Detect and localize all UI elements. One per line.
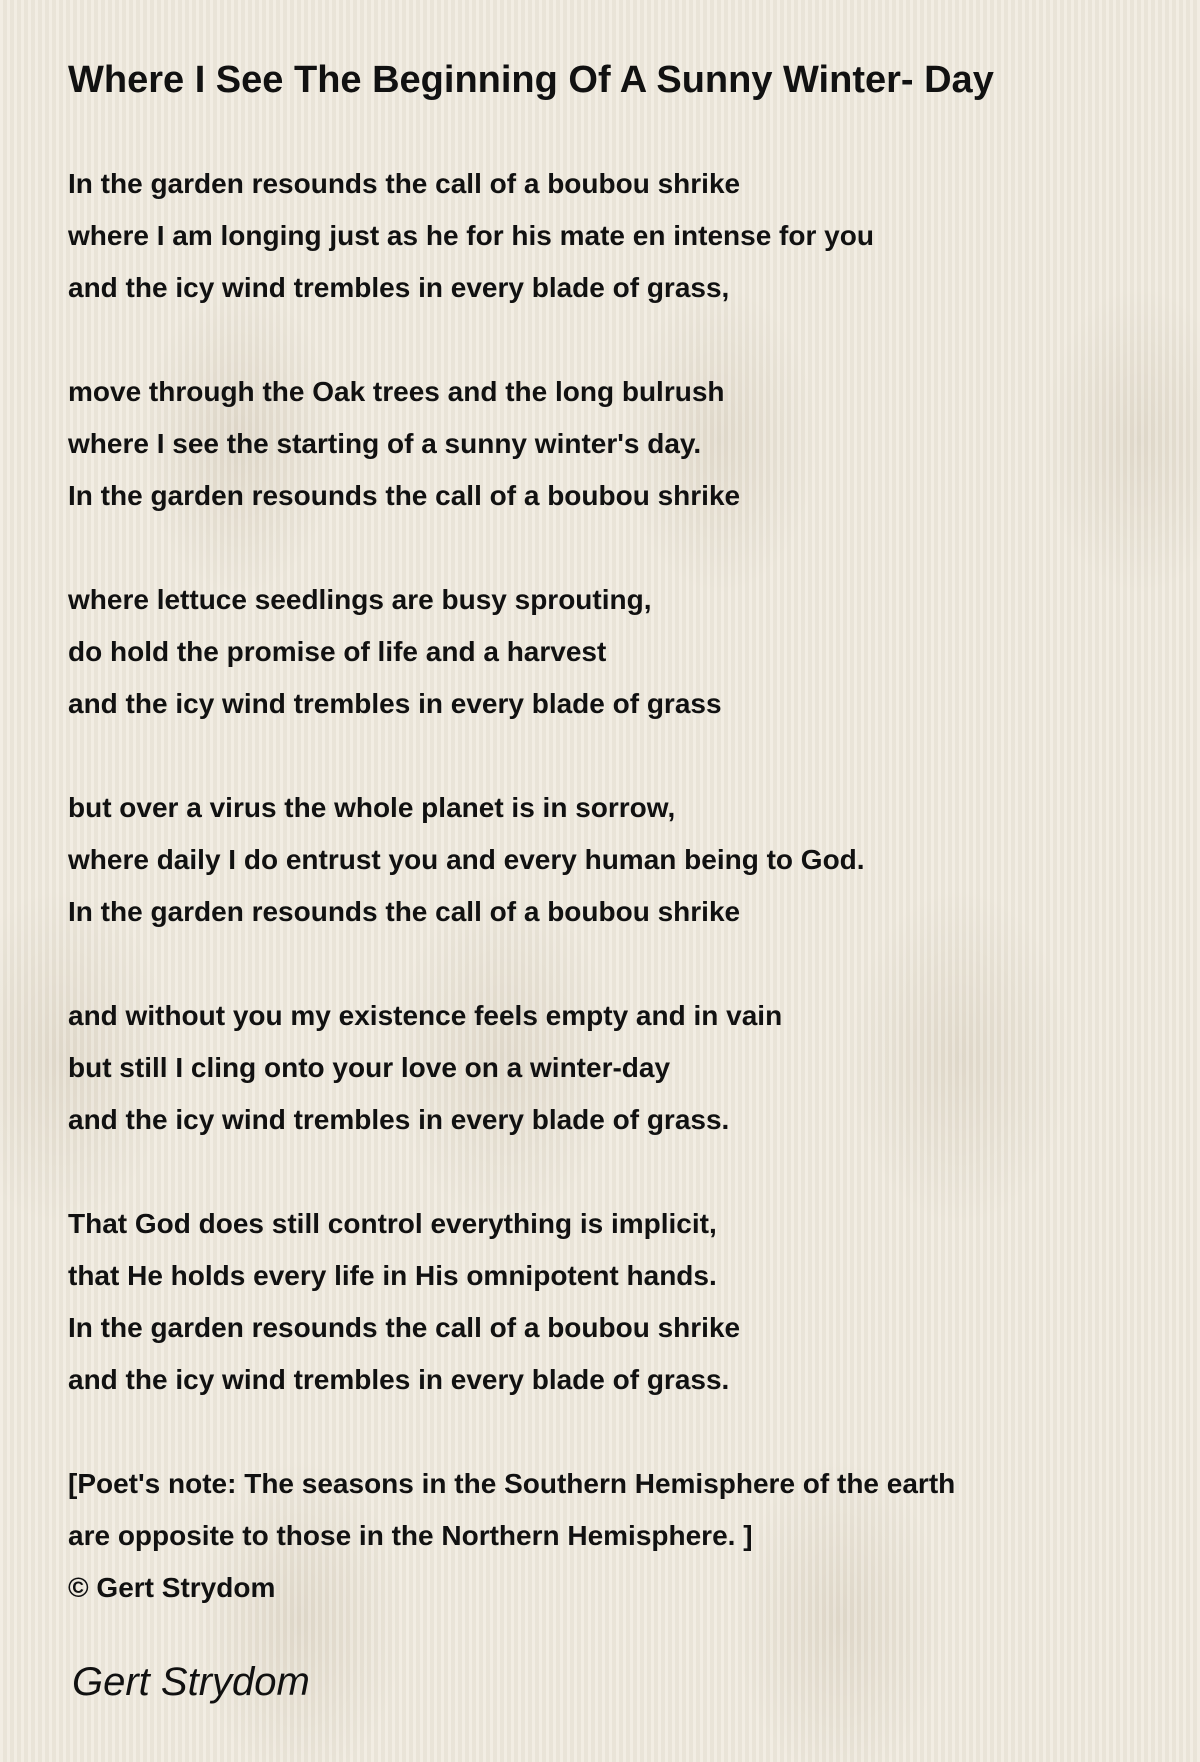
stanza — [68, 574, 1148, 730]
poem-line: In the garden resounds the call of a boubou shrike — [68, 168, 741, 199]
poem-line: and the icy wind trembles in every blade of grass. — [68, 1104, 730, 1135]
poem-line: where daily I do entrust you and every human being to God. — [68, 844, 865, 875]
copyright-line: © Gert Strydom — [68, 1572, 276, 1603]
stanza — [68, 1198, 1148, 1406]
poet-note-line: are opposite to those in the Northern Hemisphere. ] — [68, 1520, 753, 1551]
poem-title: Where I See The Beginning Of A Sunny Winter- Day — [68, 59, 994, 101]
stanza — [68, 782, 1148, 938]
poet-note-line: [Poet's note: The seasons in the Southern Hemisphere of the earth — [68, 1468, 956, 1499]
poem-line: In the garden resounds the call of a boubou shrike — [68, 1312, 741, 1343]
poem-line: where I am longing just as he for his mate en intense for you — [68, 220, 874, 251]
author-signature: Gert Strydom — [72, 1660, 310, 1704]
poem-page — [68, 40, 1148, 1666]
poem-line: and without you my existence feels empty and in vain — [68, 1000, 783, 1031]
poem-line: where I see the starting of a sunny winter's day. — [68, 428, 702, 459]
poem-line: move through the Oak trees and the long bulrush — [68, 376, 725, 407]
poem-body — [68, 158, 1148, 1614]
poem-line: That God does still control everything is implicit, — [68, 1208, 717, 1239]
stanza — [68, 366, 1148, 522]
poem-line: that He holds every life in His omnipotent hands. — [68, 1260, 717, 1291]
poem-line: and the icy wind trembles in every blade of grass — [68, 688, 722, 719]
poem-line: and the icy wind trembles in every blade of grass, — [68, 272, 730, 303]
poem-line: but still I cling onto your love on a winter-day — [68, 1052, 671, 1083]
poem-line: In the garden resounds the call of a boubou shrike — [68, 480, 741, 511]
poem-line: and the icy wind trembles in every blade of grass. — [68, 1364, 730, 1395]
poem-line: but over a virus the whole planet is in sorrow, — [68, 792, 676, 823]
poem-line: do hold the promise of life and a harvest — [68, 636, 607, 667]
stanza — [68, 990, 1148, 1146]
stanza — [68, 158, 1148, 314]
poem-line: In the garden resounds the call of a boubou shrike — [68, 896, 741, 927]
poem-line: where lettuce seedlings are busy sprouting, — [68, 584, 652, 615]
poet-note — [68, 1458, 1148, 1614]
